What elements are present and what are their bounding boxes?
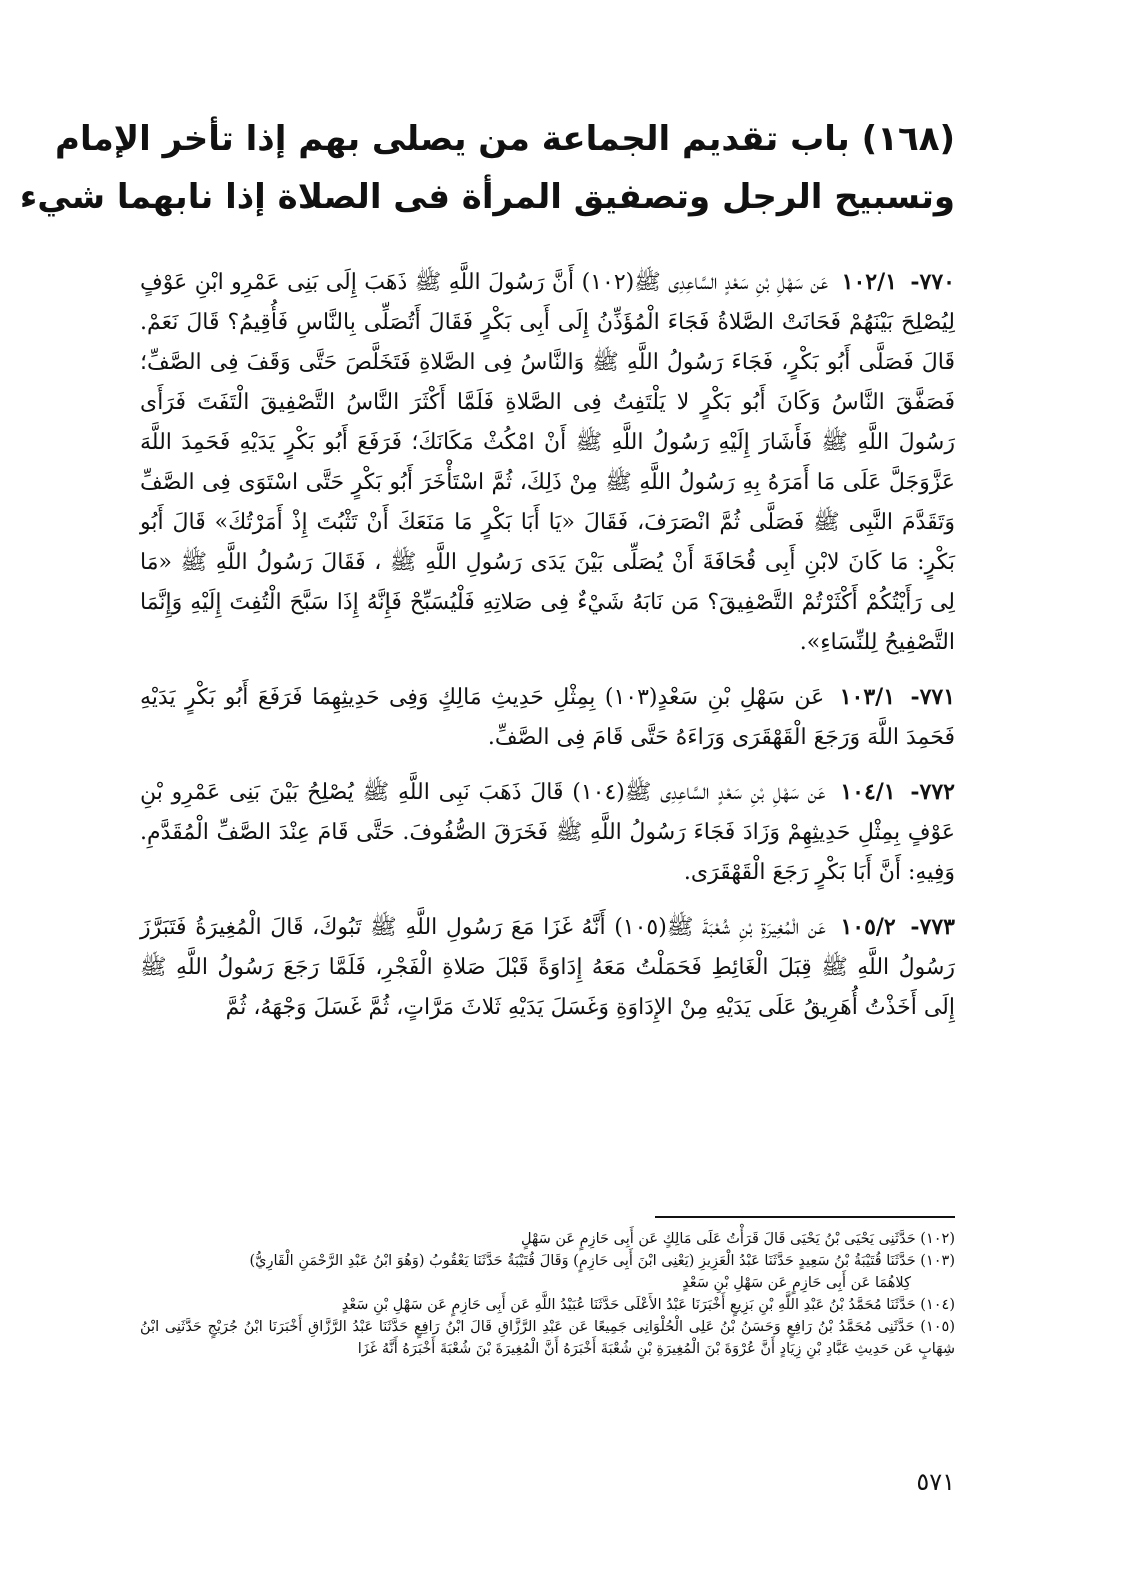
- chapter-title: [19, 110, 955, 226]
- hadith-reference: ١٠٥/٢: [840, 914, 896, 940]
- hadith-number: ٧٧١-: [910, 684, 956, 710]
- page-number: ٥٧١: [916, 1468, 955, 1496]
- hadith-770: [140, 262, 955, 663]
- chapter-title-line-1: (١٦٨) باب تقديم الجماعة من يصلى بهم إذا تأخر الإمام: [55, 119, 955, 159]
- hadith-body: [140, 262, 955, 1042]
- footnote-divider: [655, 1216, 955, 1218]
- footnote-text: حَدَّثَنِى مُحَمَّدُ بْنُ رَافِعٍ وَحَسَنُ بْنُ عَلِى الْحُلْوَانِى جَمِيعًا عَن عَبْدِ الرَّزَّاقِ قَالَ ابْنُ رَافِعٍ حَدَّثَنَا عَبْدُ الرَّزَّاقِ أَخْبَرَنَا ابْنُ: [243, 1319, 915, 1335]
- footnote-continuation: كِلاهُمَا عَن أَبِى حَازِمٍ عَن سَهْلِ بْنِ سَعْدٍ: [682, 1275, 911, 1291]
- chapter-title-line-2: وتسبيح الرجل وتصفيق المرأة فى الصلاة إذا نابهما شيء: [19, 177, 955, 217]
- hadith-773: [140, 907, 955, 1028]
- footnote-marker: (١٠٣): [920, 1253, 955, 1269]
- hadith-number: ٧٧٢-: [910, 779, 955, 805]
- hadith-text: عَن سَهْلِ بْنِ سَعْدٍ السَّاعِدِى ﷺ(١٠٤) قَالَ ذَهَبَ نَبِى اللَّهِ ﷺ يُصْلِحُ بَيْنَ بَنِى عَمْرِو بْنِ عَوْفٍ بِمِثْلِ حَدِيثِهِمْ وَزَادَ فَجَاءَ رَسُولُ اللَّهِ ﷺ فَخَرَقَ الصُّفُوفَ. حَتَّى قَامَ عِنْدَ الصَّفِّ الْمُقَدَّمِ. وَفِيهِ: أَنَّ أَبَا بَكْرٍ رَجَعَ الْقَهْقَرَى.: [140, 780, 955, 885]
- footnote-marker: (١٠٥): [920, 1319, 955, 1335]
- hadith-reference: ١٠٤/١: [840, 779, 896, 805]
- hadith-text: عَن الْمُغِيرَةِ بْنِ شُعْبَةَ ﷺ(١٠٥) أَنَّهُ غَزَا مَعَ رَسُولِ اللَّهِ ﷺ تَبُوكَ، قَالَ الْمُغِيرَةُ فَتَبَرَّزَ رَسُولُ اللَّهِ ﷺ قِبَلَ الْغَائِطِ فَحَمَلْتُ مَعَهُ إِدَاوَةً قَبْلَ صَلاةِ الْفَجْرِ، فَلَمَّا رَجَعَ رَسُولُ اللَّهِ ﷺ إِلَى أَخَذْتُ أُهَرِيقُ عَلَى يَدَيْهِ مِنْ الإِدَاوَةِ وَغَسَلَ يَدَيْهِ ثَلاثَ مَرَّاتٍ، ثُمَّ غَسَلَ وَجْهَهُ، ثُمَّ: [140, 915, 955, 1020]
- hadith-number: ٧٧٠-: [910, 269, 955, 295]
- footnote-marker: (١٠٤): [920, 1297, 955, 1313]
- footnote-104: [140, 1294, 955, 1316]
- footnote-text: حَدَّثَنِى يَحْيَى بْنُ يَحْيَى قَالَ قَرَأْتُ عَلَى مَالِكٍ عَن أَبِى حَازِمٍ عَن سَهْلٍ: [520, 1231, 916, 1247]
- footnote-102: [140, 1228, 955, 1250]
- footnote-text: حَدَّثَنَا قُتَيْبَةُ بْنُ سَعِيدٍ حَدَّثَنَا عَبْدُ الْعَزِيزِ (يَعْنِى ابْنَ أَبِى حَازِمٍ) وَقَالَ قُتَيْبَةُ حَدَّثَنَا يَعْقُوبُ (وَهُوَ ابْنُ عَبْدِ الرَّحْمَنِ الْقَارِيُّ): [249, 1253, 916, 1269]
- footnotes: [140, 1228, 955, 1360]
- hadith-reference: ١٠٢/١: [841, 269, 897, 295]
- footnote-continuation: جُرَيْجٍ حَدَّثَنِى ابْنُ شِهَابٍ عَن حَدِيثِ عَبَّادِ بْنِ زِيَادٍ أَنَّ عُرْوَةَ بْنَ الْمُغِيرَةِ بْنِ شُعْبَةَ أَخْبَرَهُ أَنَّ الْمُغِيرَةَ بْنَ شُعْبَةَ أَخْبَرَهُ أَنَّهُ غَزَا: [140, 1319, 955, 1357]
- hadith-772: [140, 772, 955, 893]
- hadith-number: ٧٧٣-: [910, 914, 955, 940]
- footnote-marker: (١٠٢): [920, 1231, 955, 1247]
- footnote-text: حَدَّثَنَا مُحَمَّدُ بْنُ عَبْدِ اللَّهِ بْنِ بَزِيعٍ أَخْبَرَنَا عَبْدُ الأَعْلَى حَدَّثَنَا عُبَيْدُ اللَّهِ عَن أَبِى حَازِمٍ عَن سَهْلِ بْنِ سَعْدٍ: [341, 1297, 916, 1313]
- footnote-105: [140, 1316, 955, 1360]
- hadith-text: عَن سَهْلِ بْنِ سَعْدٍ السَّاعِدِى ﷺ(١٠٢) أَنَّ رَسُولَ اللَّهِ ﷺ ذَهَبَ إِلَى بَنِى عَمْرِو ابْنِ عَوْفٍ لِيُصْلِحَ بَيْنَهُمْ فَحَانَتْ الصَّلاةُ فَجَاءَ الْمُؤَذِّنُ إِلَى أَبِى بَكْرٍ فَقَالَ أَتُصَلِّى بِالنَّاسِ فَأُقِيمُ؟ قَالَ نَعَمْ. قَالَ فَصَلَّى أَبُو بَكْرٍ، فَجَاءَ رَسُولُ اللَّهِ ﷺ وَالنَّاسُ فِى الصَّلاةِ فَتَخَلَّصَ حَتَّى وَقَفَ فِى الصَّفِّ؛ فَصَفَّقَ النَّاسُ وَكَانَ أَبُو بَكْرٍ لا يَلْتَفِتُ فِى الصَّلاةِ فَلَمَّا أَكْثَرَ النَّاسُ التَّصْفِيقَ الْتَفَتَ فَرَأَى رَسُولَ اللَّهِ ﷺ فَأَشَارَ إِلَيْهِ رَسُولُ اللَّهِ ﷺ أَنْ امْكُثْ مَكَانَكَ؛ فَرَفَعَ أَبُو بَكْرٍ يَدَيْهِ فَحَمِدَ اللَّهَ عَزَّوَجَلَّ عَلَى مَا أَمَرَهُ بِهِ رَسُولُ اللَّهِ ﷺ مِنْ ذَلِكَ، ثُمَّ اسْتَأْخَرَ أَبُو بَكْرٍ حَتَّى اسْتَوَى فِى الصَّفِّ وَتَقَدَّمَ النَّبِى ﷺ فَصَلَّى ثُمَّ انْصَرَفَ، فَقَالَ «يَا أَبَا بَكْرٍ مَا مَنَعَكَ أَنْ تَثْبُتَ إِذْ أَمَرْتُكَ» قَالَ أَبُو بَكْرٍ: مَا كَانَ لابْنِ أَبِى قُحَافَةَ أَنْ يُصَلِّى بَيْنَ يَدَى رَسُولِ اللَّهِ ﷺ ، فَقَالَ رَسُولُ اللَّهِ ﷺ «مَا لِى رَأَيْتُكُمْ أَكْثَرْتُمْ التَّصْفِيقَ؟ مَن نَابَهُ شَيْءٌ فِى صَلاتِهِ فَلْيُسَبِّحْ فَإِنَّهُ إِذَا سَبَّحَ الْتُفِتَ إِلَيْهِ وَإِنَّمَا التَّصْفِيحُ لِلنِّسَاءِ».: [140, 270, 955, 655]
- hadith-771: [140, 677, 955, 758]
- hadith-reference: ١٠٣/١: [839, 684, 896, 710]
- hadith-text: عَن سَهْلِ بْنِ سَعْدٍ(١٠٣) بِمِثْلِ حَدِيثِ مَالِكٍ وَفِى حَدِيثِهِمَا فَرَفَعَ أَبُو بَكْرٍ يَدَيْهِ فَحَمِدَ اللَّهَ وَرَجَعَ الْقَهْقَرَى وَرَاءَهُ حَتَّى قَامَ فِى الصَّفِّ.: [140, 685, 955, 750]
- footnote-103: [140, 1250, 955, 1294]
